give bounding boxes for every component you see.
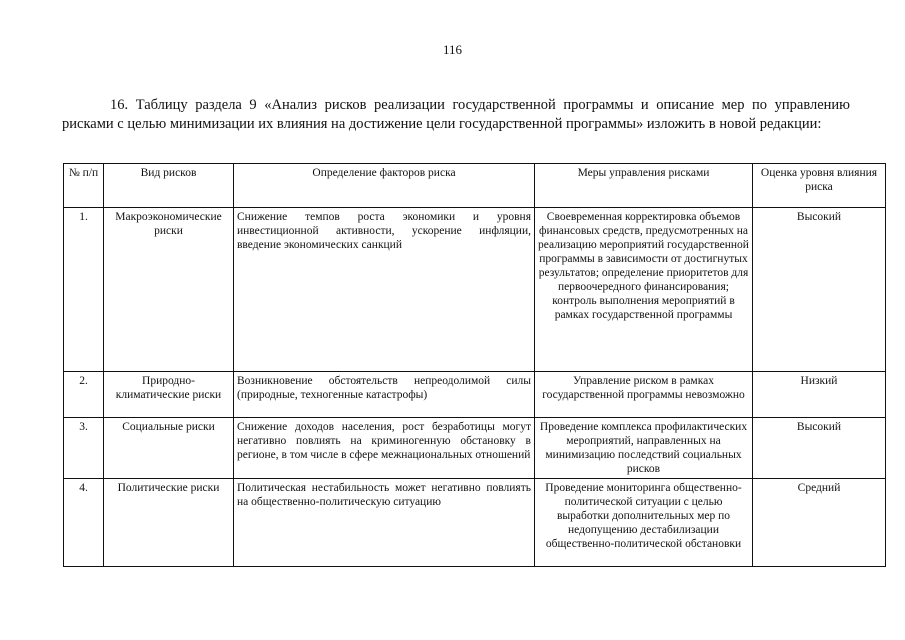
risk-level: Высокий [753,208,886,372]
table-row [64,208,886,372]
risk-measures: Своевременная корректировка объемов финансовых средств, предусмотренных на реализацию мероприятий государственной программы в зависимости от достигнутых результатов; определение приоритетов для первоочередного финансирования; контроль выполнения мероприятий в рамках государственной программы [535,208,753,372]
header-risk-measures: Меры управления рисками [535,164,753,208]
row-number: 2. [64,372,104,418]
risk-measures: Проведение комплекса профилактических мероприятий, направленных на минимизацию последствий социальных рисков [535,418,753,479]
risk-type: Природно-климатические риски [104,372,234,418]
risk-type: Макроэкономические риски [104,208,234,372]
risk-level: Низкий [753,372,886,418]
risk-type: Политические риски [104,479,234,567]
risk-analysis-table [63,163,886,567]
header-risk-level: Оценка уровня влияния риска [753,164,886,208]
row-number: 1. [64,208,104,372]
row-number: 3. [64,418,104,479]
table-row [64,479,886,567]
risk-factors: Политическая нестабильность может негативно повлиять на общественно-политическую ситуацию [234,479,535,567]
risk-type: Социальные риски [104,418,234,479]
risk-factors: Возникновение обстоятельств непреодолимой силы (природные, техногенные катастрофы) [234,372,535,418]
header-risk-factors: Определение факторов риска [234,164,535,208]
risk-level: Средний [753,479,886,567]
header-num: № п/п [64,164,104,208]
page-number: 116 [442,42,463,57]
risk-level: Высокий [753,418,886,479]
risk-factors: Снижение темпов роста экономики и уровня инвестиционной активности, ускорение инфляции, введение экономических санкций [234,208,535,372]
intro-paragraph: 16. Таблицу раздела 9 «Анализ рисков реализации государственной программы и описание мер по управлению рисками с целью минимизации их влияния на достижение цели государственной программы» изложить в новой редакции: [62,97,850,132]
table-row [64,418,886,479]
table-row [64,372,886,418]
row-number: 4. [64,479,104,567]
risk-factors: Снижение доходов населения, рост безработицы могут негативно повлиять на криминогенную обстановку в регионе, в том числе в сфере межнациональных отношений [234,418,535,479]
risk-measures: Управление риском в рамках государственной программы невозможно [535,372,753,418]
risk-measures: Проведение мониторинга общественно-политической ситуации с целью выработки дополнительных мер по недопущению дестабилизации общественно-политической обстановки [535,479,753,567]
header-risk-type: Вид рисков [104,164,234,208]
table-header-row [64,164,886,208]
